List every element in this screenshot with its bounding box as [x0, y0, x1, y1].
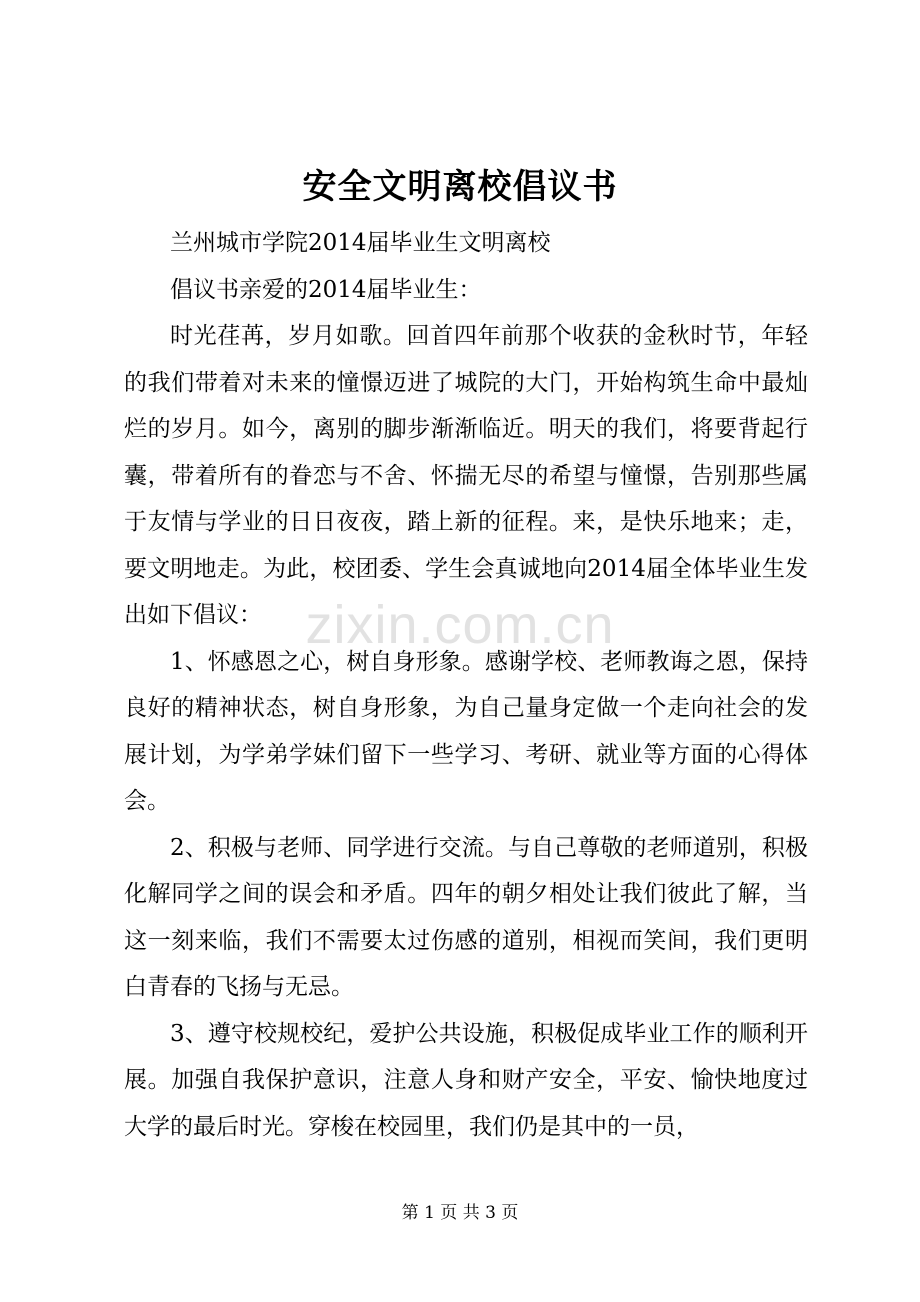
paragraph-intro: 时光荏苒，岁月如歌。回首四年前那个收获的金秋时节，年轻的我们带着对未来的憧憬迈进了城院的大门，开始构筑生命中最灿烂的岁月。如今，离别的脚步渐渐临近。明天的我们，将要背起行囊，带着所有的眷恋与不舍、怀揣无尽的希望与憧憬，告别那些属于友情与学业的日日夜夜，踏上新的征程。来，是快乐地来；走，要文明地走。为此，校团委、学生会真诚地向2014届全体毕业生发出如下倡议：	[124, 323, 808, 628]
watermark-text: zixin.com.cn	[305, 595, 615, 655]
document-body	[124, 220, 808, 1150]
paragraph-salutation: 倡议书亲爱的2014届毕业生：	[170, 276, 482, 303]
paragraph-school-line: 兰州城市学院2014届毕业生文明离校	[170, 230, 551, 256]
document-title: 安全文明离校倡议书	[302, 167, 618, 207]
paragraph-item-1: 1、怀感恩之心，树自身形象。感谢学校、老师教诲之恩，保持良好的精神状态，树自身形象，为自己量身定做一个走向社会的发展计划，为学弟学妹们留下一些学习、考研、就业等方面的心得体会。	[124, 648, 808, 814]
paragraph-item-2: 2、积极与老师、同学进行交流。与自己尊敬的老师道别，积极化解同学之间的误会和矛盾。四年的朝夕相处让我们彼此了解，当这一刻来临，我们不需要太过伤感的道别，相视而笑间，我们更明白青春的飞扬与无忌。	[124, 834, 808, 1000]
page-footer: 第 1 页 共 3 页	[401, 1203, 519, 1223]
paragraph-item-3: 3、遵守校规校纪，爱护公共设施，积极促成毕业工作的顺利开展。加强自我保护意识，注意人身和财产安全，平安、愉快地度过大学的最后时光。穿梭在校园里，我们仍是其中的一员，	[124, 1020, 808, 1140]
